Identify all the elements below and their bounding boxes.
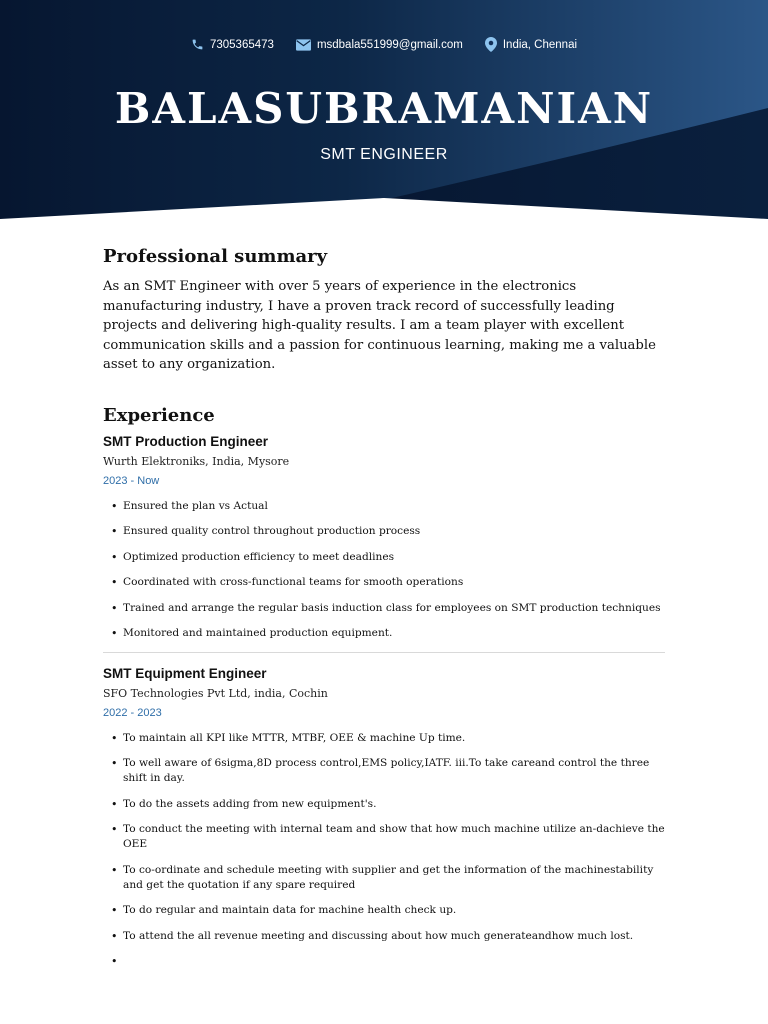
job-bullet-list xyxy=(103,499,665,642)
job-dates: 2023 - Now xyxy=(103,474,160,487)
resume-body xyxy=(103,246,665,954)
job-title: SMT Equipment Engineer xyxy=(103,665,267,681)
job-bullet: • Monitored and maintained production equipment. xyxy=(111,626,665,641)
job-bullet: • Ensured quality control throughout production process xyxy=(111,524,665,539)
job-company: SFO Technologies Pvt Ltd, india, Cochin xyxy=(103,686,328,700)
header-banner xyxy=(0,0,768,230)
summary-heading: Professional summary xyxy=(103,246,328,267)
job-bullet: • To maintain all KPI like MTTR, MTBF, OEE & machine Up time. xyxy=(111,731,665,746)
contact-info xyxy=(0,37,768,52)
job-bullet-list xyxy=(103,731,665,944)
job-bullet: • To do the assets adding from new equipment's. xyxy=(111,797,665,812)
summary-text: As an SMT Engineer with over 5 years of experience in the electronics manufacturing industry, I have a proven track record of successfully leading projects and delivering high-quality results. I am a team player with excellent communication skills and a passion for continuous learning, making me a valuable asset to any organization. xyxy=(103,279,656,372)
candidate-name: BALASUBRAMANIAN xyxy=(114,84,654,133)
job-title: SMT Production Engineer xyxy=(103,433,269,449)
phone-contact[interactable] xyxy=(191,37,274,52)
job-bullet: • To co-ordinate and schedule meeting with supplier and get the information of the machinestability and get the quotation if any spare required xyxy=(111,863,665,893)
email-address: msdbala551999@gmail.com xyxy=(316,38,463,51)
job-entry xyxy=(103,434,665,642)
experience-heading: Experience xyxy=(103,404,215,426)
job-bullet: • To do regular and maintain data for machine health check up. xyxy=(111,903,665,918)
email-contact[interactable] xyxy=(296,37,463,52)
job-bullet: • Coordinated with cross-functional teams for smooth operations xyxy=(111,575,665,590)
job-bullet: • Trained and arrange the regular basis induction class for employees on SMT production techniques xyxy=(111,601,665,616)
location-pin-icon xyxy=(485,37,497,52)
section-divider xyxy=(103,652,665,653)
location-text: India, Chennai xyxy=(502,38,578,51)
job-dates: 2022 - 2023 xyxy=(103,706,162,719)
candidate-role: SMT ENGINEER xyxy=(320,146,448,163)
job-bullet: • Ensured the plan vs Actual xyxy=(111,499,665,514)
job-bullet: • To conduct the meeting with internal team and show that how much machine utilize an-dachieve the OEE xyxy=(111,822,665,852)
phone-icon xyxy=(191,38,204,51)
mail-icon xyxy=(296,39,311,51)
job-entry xyxy=(103,666,665,944)
job-bullet: • Optimized production efficiency to meet deadlines xyxy=(111,550,665,565)
job-bullet: • To attend the all revenue meeting and discussing about how much generateandhow much lost. xyxy=(111,929,665,944)
job-company: Wurth Elektroniks, India, Mysore xyxy=(103,454,290,468)
location-contact xyxy=(485,37,577,52)
job-bullet: • To well aware of 6sigma,8D process control,EMS policy,IATF. iii.To take careand control the three shift in day. xyxy=(111,756,665,786)
phone-number: 7305365473 xyxy=(209,38,274,51)
